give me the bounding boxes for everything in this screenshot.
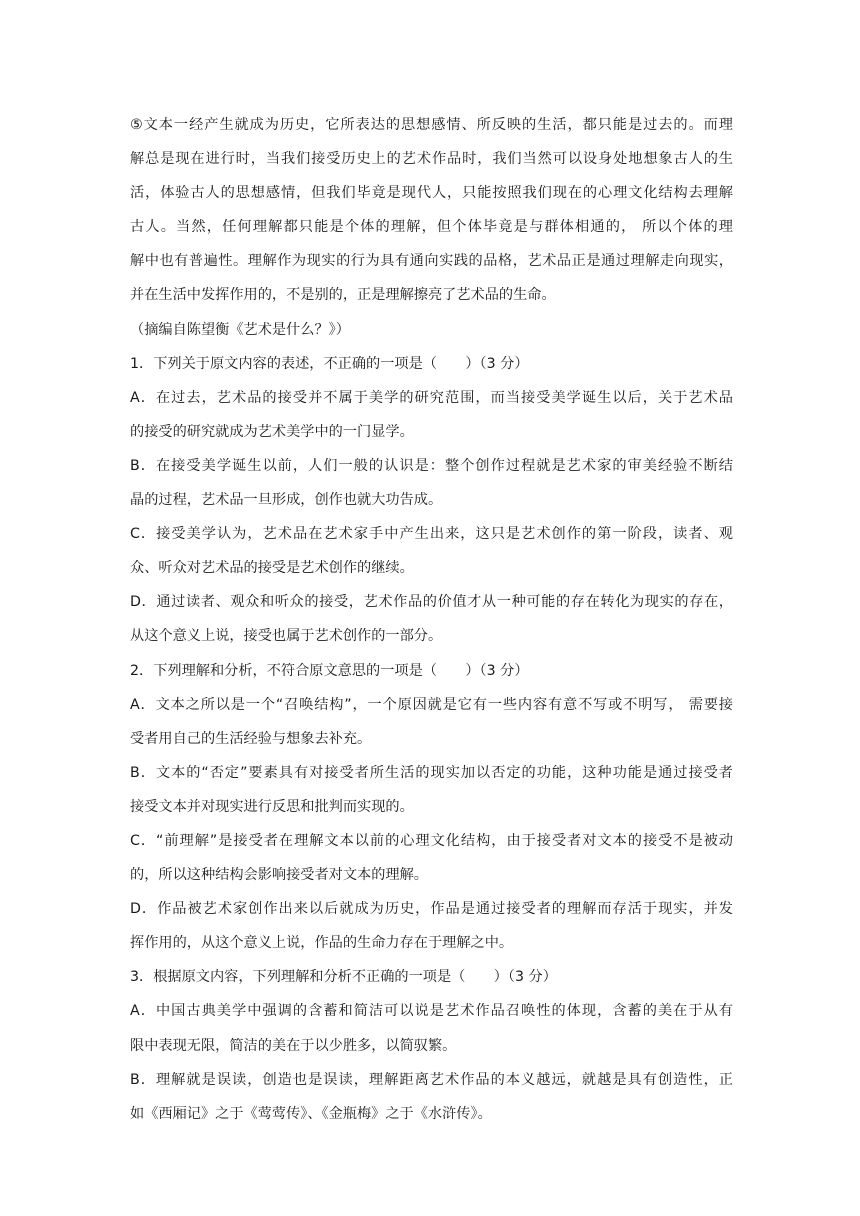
paragraph-line: 活，体验古人的思想感情，但我们毕竟是现代人，只能按照我们现在的心理文化结构去理解 <box>130 185 733 202</box>
paragraph-line: 解总是现在进行时，当我们接受历史上的艺术作品时，我们当然可以设身处地想象古人的生 <box>130 151 733 168</box>
question-2-option-d: 挥作用的，从这个意义上说，作品的生命力存在于理解之中。 <box>130 935 514 952</box>
question-1-option-b: B．在接受美学诞生以前，人们一般的认识是：整个创作过程就是艺术家的审美经验不断结 <box>130 457 733 474</box>
question-1-option-d: 从这个意义上说，接受也属于艺术创作的一部分。 <box>130 628 443 645</box>
paragraph-line: 解中也有普遍性。理解作为现实的行为具有通向实践的品格，艺术品正是通过理解走向现实， <box>130 253 733 270</box>
question-2-option-a: 受者用自己的生活经验与想象去补充。 <box>130 730 372 747</box>
question-1-option-c: C．接受美学认为，艺术品在艺术家手中产生出来，这只是艺术创作的第一阶段，读者、观 <box>130 526 733 543</box>
question-3-option-a: A．中国古典美学中强调的含蓄和简洁可以说是艺术作品召唤性的体现，含蓄的美在于从有 <box>130 1003 733 1020</box>
question-1-option-a: A．在过去，艺术品的接受并不属于美学的研究范围，而当接受美学诞生以后，关于艺术品 <box>130 389 733 406</box>
question-1-stem: 1．下列关于原文内容的表述，不正确的一项是（ ）（3 分） <box>130 355 529 372</box>
source-citation: （摘编自陈望衡《艺术是什么？》） <box>130 321 350 338</box>
question-1-option-a: 的接受的研究就成为艺术美学中的一门显学。 <box>130 423 414 440</box>
question-2-option-d: D．作品被艺术家创作出来以后就成为历史，作品是通过接受者的理解而存活于现实，并发 <box>130 901 733 918</box>
question-2-option-b: B．文本的“否定”要素具有对接受者所生活的现实加以否定的功能，这种功能是通过接受者 <box>130 764 733 781</box>
question-2-option-a: A．文本之所以是一个“召唤结构”，一个原因就是它有一些内容有意不写或不明写， 需要接 <box>130 696 733 713</box>
paragraph-line: 古人。当然，任何理解都只能是个体的理解，但个体毕竟是与群体相通的， 所以个体的理 <box>130 219 733 236</box>
question-3-option-b: 如《西厢记》之于《莺莺传》、《金瓶梅》之于《水浒传》。 <box>130 1105 492 1122</box>
question-2-option-c: C．“前理解”是接受者在理解文本以前的心理文化结构，由于接受者对文本的接受不是被动 <box>130 832 733 849</box>
document-body <box>130 108 733 1131</box>
question-2-option-b: 接受文本并对现实进行反思和批判而实现的。 <box>130 798 414 815</box>
paragraph-line: ⑤文本一经产生就成为历史，它所表达的思想感情、所反映的生活，都只能是过去的。而理 <box>130 117 733 133</box>
question-2-option-c: 的，所以这种结构会影响接受者对文本的理解。 <box>130 867 428 884</box>
question-1-option-c: 众、听众对艺术品的接受是艺术创作的继续。 <box>130 560 414 577</box>
question-1-option-b: 晶的过程，艺术品一旦形成，创作也就大功告成。 <box>130 492 443 509</box>
question-3-stem: 3．根据原文内容，下列理解和分析不正确的一项是（ ）（3 分） <box>130 969 557 986</box>
question-2-stem: 2．下列理解和分析，不符合原文意思的一项是（ ）（3 分） <box>130 662 529 679</box>
question-3-option-a: 限中表现无限，简洁的美在于以少胜多，以简驭繁。 <box>130 1037 457 1054</box>
question-3-option-b: B．理解就是误读，创造也是误读，理解距离艺术作品的本义越远，就越是具有创造性，正 <box>130 1071 733 1088</box>
paragraph-line: 并在生活中发挥作用的，不是别的，正是理解擦亮了艺术品的生命。 <box>130 287 556 304</box>
question-1-option-d: D．通过读者、观众和听众的接受，艺术作品的价值才从一种可能的存在转化为现实的存在， <box>130 594 733 611</box>
